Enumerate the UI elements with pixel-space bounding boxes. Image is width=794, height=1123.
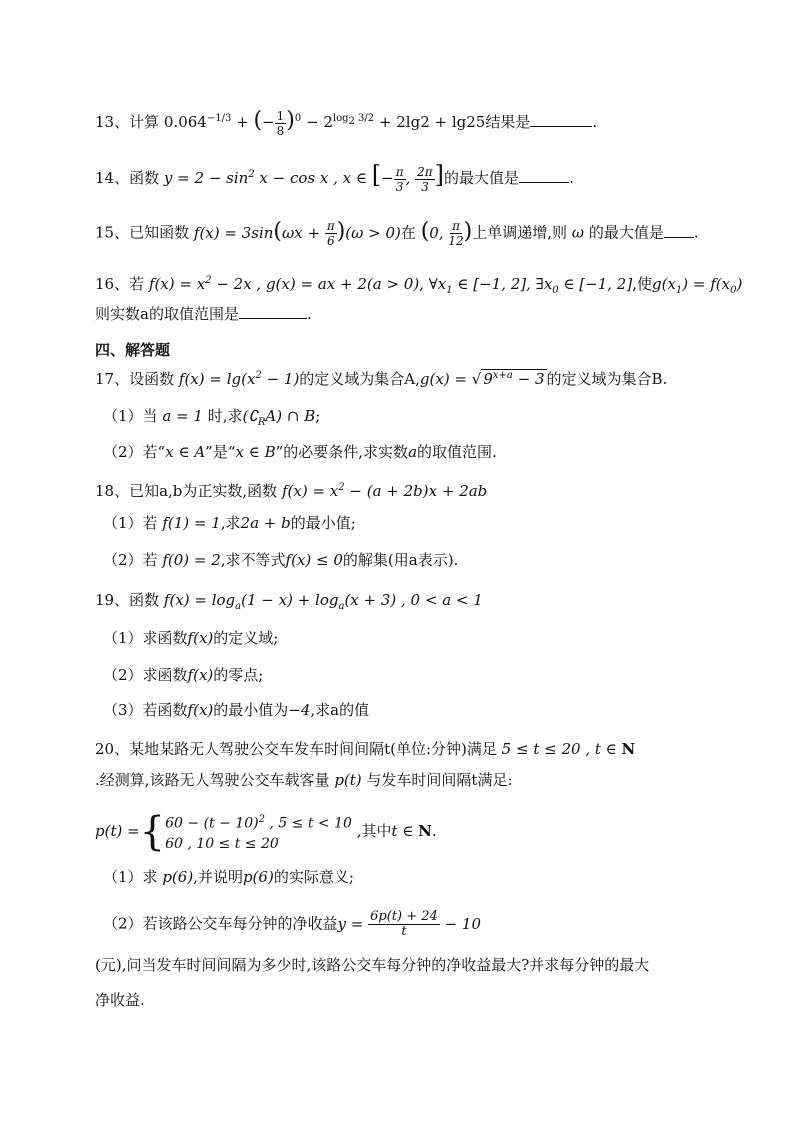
- problem-18-q1: （1）若 f(1) = 1,求2a + b的最小值;: [103, 514, 356, 532]
- problem-20-q2-cont2: 净收益.: [95, 991, 145, 1009]
- answer-blank: [530, 112, 592, 127]
- problem-number: 19、: [95, 591, 130, 609]
- problem-20-q2: （2）若该路公交车每分钟的净收益y = $\frac{6p(t) + 24}{t}$ − 10: [103, 909, 482, 939]
- problem-18: 18、已知a,b为正实数,函数 $f(x) = x^2 - (a + 2b)x + 2ab$: [95, 482, 488, 500]
- problem-20-q2-cont: (元),问当发车时间间隔为多少时,该路公交车每分钟的净收益最大?并求每分钟的最大: [95, 956, 650, 974]
- answer-blank: [239, 304, 307, 319]
- math-expr: $y = 2 - \sin^2 x - \cos x$ , x ∈ [− $\frac{\pi}{3}$ , $\frac{2\pi}{3}$ ]: [163, 161, 445, 194]
- problem-number: 16、: [95, 275, 130, 293]
- problem-20-q1: （1）求 p(6),并说明p(6)的实际意义;: [103, 868, 354, 886]
- problem-17-q1: （1）当 a = 1 时,求$(∁_RA)$ ∩ B;: [103, 407, 321, 428]
- problem-19-q2: （2）求函数f(x)的零点;: [103, 666, 264, 684]
- problem-number: 20、: [95, 740, 130, 758]
- problem-number: 13、: [95, 113, 130, 131]
- problem-16: 16、若 $f(x) = x^2 - 2x$ , g(x) = ax + 2(a > 0), $\forall x_1$ ∈ [−1, 2], $\exists x_0$ ∈ [−1, 2],使$g(x_1) = f(x_0)$: [95, 275, 743, 296]
- math-expr: $f(x) = x^2 - 2x$ , g(x) = ax + 2(a > 0), $\forall x_1$ ∈ [−1, 2], $\exists x_0$ ∈ [−1, 2]: [148, 275, 633, 296]
- problem-17-q2: （2）若“x ∈ A”是“x ∈ B”的必要条件,求实数a的取值范围.: [103, 443, 497, 461]
- problem-17: 17、设函数 $f(x) = \lg(x^2 - 1)$的定义域为集合A,g(x) = √ $9^{x+a} - 3$ 的定义域为集合B.: [95, 370, 668, 388]
- problem-20-piecewise: p(t) ={ $60 - (t - 10)^2$ , 5 ≤ t < 10 60 , 10 ≤ t ≤ 20 ,其中t ∈ N.: [95, 808, 437, 855]
- problem-number: 15、: [95, 223, 130, 242]
- problem-number: 17、: [95, 370, 130, 388]
- problem-19-q3: （3）若函数f(x)的最小值为−4,求a的值: [103, 701, 370, 719]
- problem-20-line2: .经测算,该路无人驾驶公交车载客量 p(t) 与发车时间间隔t满足:: [95, 771, 513, 789]
- problem-16-line2: 则实数a的取值范围是 .: [95, 305, 312, 323]
- problem-20: 20、某地某路无人驾驶公交车发车时间间隔t(单位:分钟)满足 5 ≤ t ≤ 20 , t ∈ N: [95, 740, 636, 758]
- answer-blank: [664, 223, 694, 238]
- problem-number: 14、: [95, 169, 130, 187]
- problem-13: 13、计算 $0.064^{-1/3}$ + (− $\frac{1}{8}$ )$^0 - 2^{log_2 3/2} + 2\lg 2 + \lg 25$结果是 .: [95, 108, 598, 138]
- section-heading: 四、解答题: [95, 341, 171, 359]
- problem-19: 19、函数 $f(x) = \log_a(1 - x) + \log_a(x + 3)$ , 0 < a < 1: [95, 591, 483, 612]
- problem-number: 18、: [95, 482, 130, 500]
- math-expr: $0.064^{-1/3}$ + (− $\frac{1}{8}$ )$^0 - 2^{log_2 3/2} + 2\lg 2 + \lg 25$: [163, 108, 486, 138]
- problem-18-q2: （2）若 f(0) = 2,求不等式f(x) ≤ 0的解集(用a表示).: [103, 551, 459, 569]
- math-expr: f(x) = 3sin(ωx + $\frac{\pi}{6}$ )(ω > 0): [193, 218, 401, 248]
- answer-blank: [519, 168, 569, 183]
- problem-19-q1: （1）求函数f(x)的定义域;: [103, 629, 279, 647]
- problem-15: 15、已知函数 f(x) = 3sin(ωx + $\frac{\pi}{6}$ )(ω > 0)在 (0, $\frac{\pi}{12}$ )上单调递增,则 ω 的最大值是 .: [95, 218, 699, 248]
- problem-14: 14、函数 $y = 2 - \sin^2 x - \cos x$ , x ∈ [− $\frac{\pi}{3}$ , $\frac{2\pi}{3}$ ]的最大值是 .: [95, 161, 574, 194]
